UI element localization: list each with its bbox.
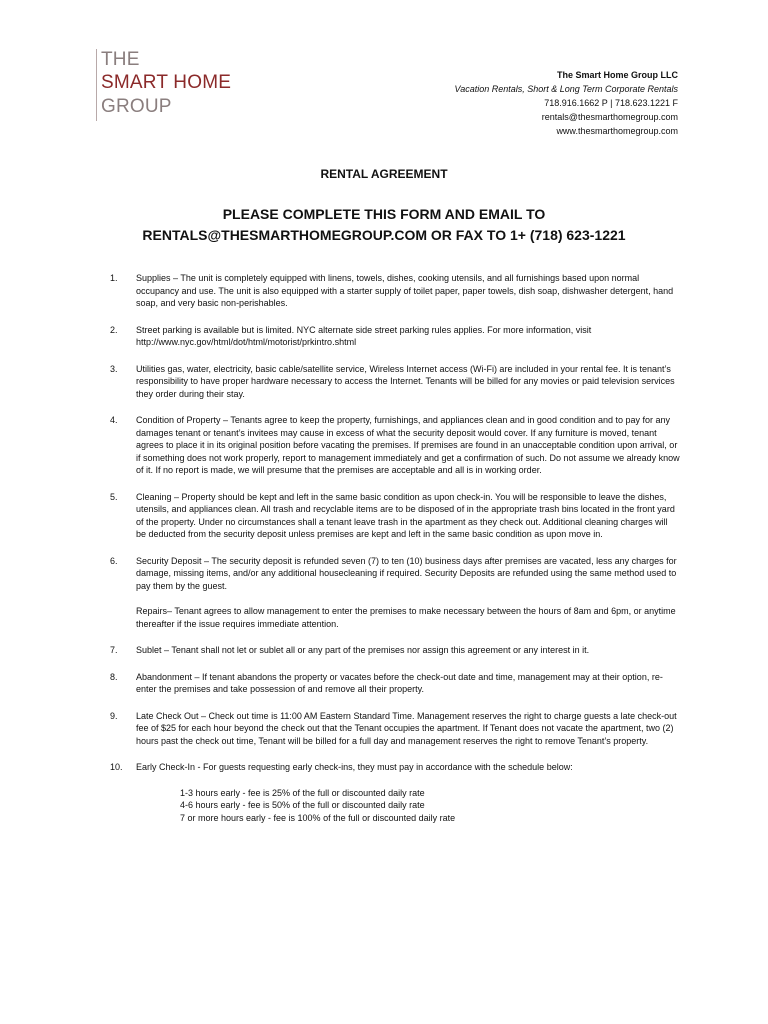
- term-text: Condition of Property – Tenants agree to keep the property, furnishings, and appliances clean and in good condition and to pay for any damages tenant or tenant’s invitees may cause in excess of what the security deposit would cover. If any furniture is moved, tenant agrees to place it in its original position before vacating the premises. If premises are found in an unacceptable condition upon arrival, or if something does not work properly, report to management immediately and get a confirmation of such. Do not assume we already know of it. If no report is made, we will presume that the premises are acceptable and all is in working order.: [136, 415, 680, 475]
- term-number: 2.: [110, 324, 118, 335]
- term-text: Abandonment – If tenant abandons the property or vacates before the check-out date and time, management may at their option, re-enter the premises and take possession of and remove all their property.: [136, 671, 663, 694]
- term-number: 7.: [110, 645, 118, 655]
- submission-instructions: [0, 204, 768, 246]
- term-item: [110, 671, 680, 696]
- term-repairs-text: Repairs– Tenant agrees to allow management to enter the premises to make necessary between the hours of 8am and 6pm, or anytime thereafter if the issue requires immediate attention.: [136, 606, 676, 629]
- term-number: 8.: [110, 671, 118, 682]
- term-text: Early Check-In - For guests requesting early check-ins, they must pay in accordance with the schedule below:: [136, 762, 573, 772]
- company-contact-block: [455, 68, 678, 138]
- schedule-row: 1-3 hours early - fee is 25% of the full or discounted daily rate: [180, 787, 425, 798]
- term-number: 10.: [110, 762, 123, 772]
- term-item: [110, 414, 680, 477]
- company-tagline: Vacation Rentals, Short & Long Term Corporate Rentals: [454, 84, 678, 94]
- term-item: [110, 644, 680, 657]
- term-number: 5.: [110, 491, 118, 502]
- term-text: Late Check Out – Check out time is 11:00 AM Eastern Standard Time. Management reserves the right to charge guests a late check-out fee of $25 for each hour beyond the check out that the Tenant occupies the apartment. If Tenant does not vacate the apartment, two (2) hours past the check out time, Tenant will be billed for a full day and management reserves the right to remove Tenant’s property.: [136, 710, 677, 746]
- term-number: 9.: [110, 710, 118, 721]
- term-item: [110, 363, 680, 401]
- headline-line-1: PLEASE COMPLETE THIS FORM AND EMAIL TO: [222, 206, 546, 222]
- schedule-row: 4-6 hours early - fee is 50% of the full or discounted daily rate: [180, 800, 425, 810]
- logo-divider: [96, 49, 97, 121]
- term-text: Supplies – The unit is completely equipped with linens, towels, dishes, cooking utensils, and all furnishings based upon normal occupancy and use. The unit is also equipped with a starter supply of toilet paper, paper towels, dish soap, dishwasher detergent, hand soap, and very basic non-perishables.: [136, 273, 674, 308]
- term-text: Cleaning – Property should be kept and left in the same basic condition as upon check-in. You will be responsible to leave the dishes, utensils, and appliances clean. All trash and recyclable items are to be disposed of in the appropriate trash bins located in the front yard of the property. Under no circumstances shall a tenant leave trash in the apartment as they check out. Additional cleaning charges will be deducted from the security deposit unless premises are kept and left in the same basic condition as upon move in.: [136, 491, 675, 539]
- company-phones: 718.916.1662 P | 718.623.1221 F: [544, 98, 678, 108]
- term-text: Utilities gas, water, electricity, basic cable/satellite service, Wireless Internet access (Wi-Fi) are included in your rental fee. It is tenant’s responsibility to have proper hardware necessary to access the Internet. Tenants will be billed for any movies or paid television services they order during their stay.: [136, 363, 675, 399]
- early-checkin-schedule: [136, 787, 680, 825]
- term-item: [110, 324, 680, 349]
- document-title: RENTAL AGREEMENT: [320, 167, 448, 181]
- term-number: 4.: [110, 415, 118, 425]
- term-text: Sublet – Tenant shall not let or sublet all or any part of the premises nor assign this agreement or any interest in it.: [136, 645, 590, 655]
- term-item: [110, 710, 680, 748]
- terms-list: [110, 272, 680, 838]
- term-number: 3.: [110, 363, 118, 374]
- company-email: rentals@thesmarthomegroup.com: [541, 112, 678, 122]
- term-number: 1.: [110, 273, 118, 283]
- term-item: [110, 272, 680, 310]
- term-item: [110, 761, 680, 824]
- term-text: Street parking is available but is limited. NYC alternate side street parking rules applies. For more information, visit http://www.nyc.gov/html/dot/html/motorist/prkintro.shtml: [136, 324, 592, 347]
- logo-line-group: GROUP: [101, 96, 172, 117]
- term-item: [110, 555, 680, 631]
- term-item: [110, 491, 680, 541]
- logo-line-smart-home: SMART HOME: [101, 72, 232, 93]
- term-number: 6.: [110, 555, 118, 566]
- company-name: The Smart Home Group LLC: [556, 70, 678, 80]
- headline-line-2: RENTALS@THESMARTHOMEGROUP.COM OR FAX TO 1+ (718) 623-1221: [142, 227, 626, 243]
- logo-line-the: THE: [101, 49, 140, 70]
- term-text: Security Deposit – The security deposit is refunded seven (7) to ten (10) business days after premises are vacated, less any charges for damage, missing items, and/or any additional housecleaning if required. Security Deposits are refunded using the same method used to pay them by the guest.: [136, 555, 677, 591]
- schedule-row: 7 or more hours early - fee is 100% of the full or discounted daily rate: [180, 812, 456, 823]
- company-website: www.thesmarthomegroup.com: [556, 126, 678, 136]
